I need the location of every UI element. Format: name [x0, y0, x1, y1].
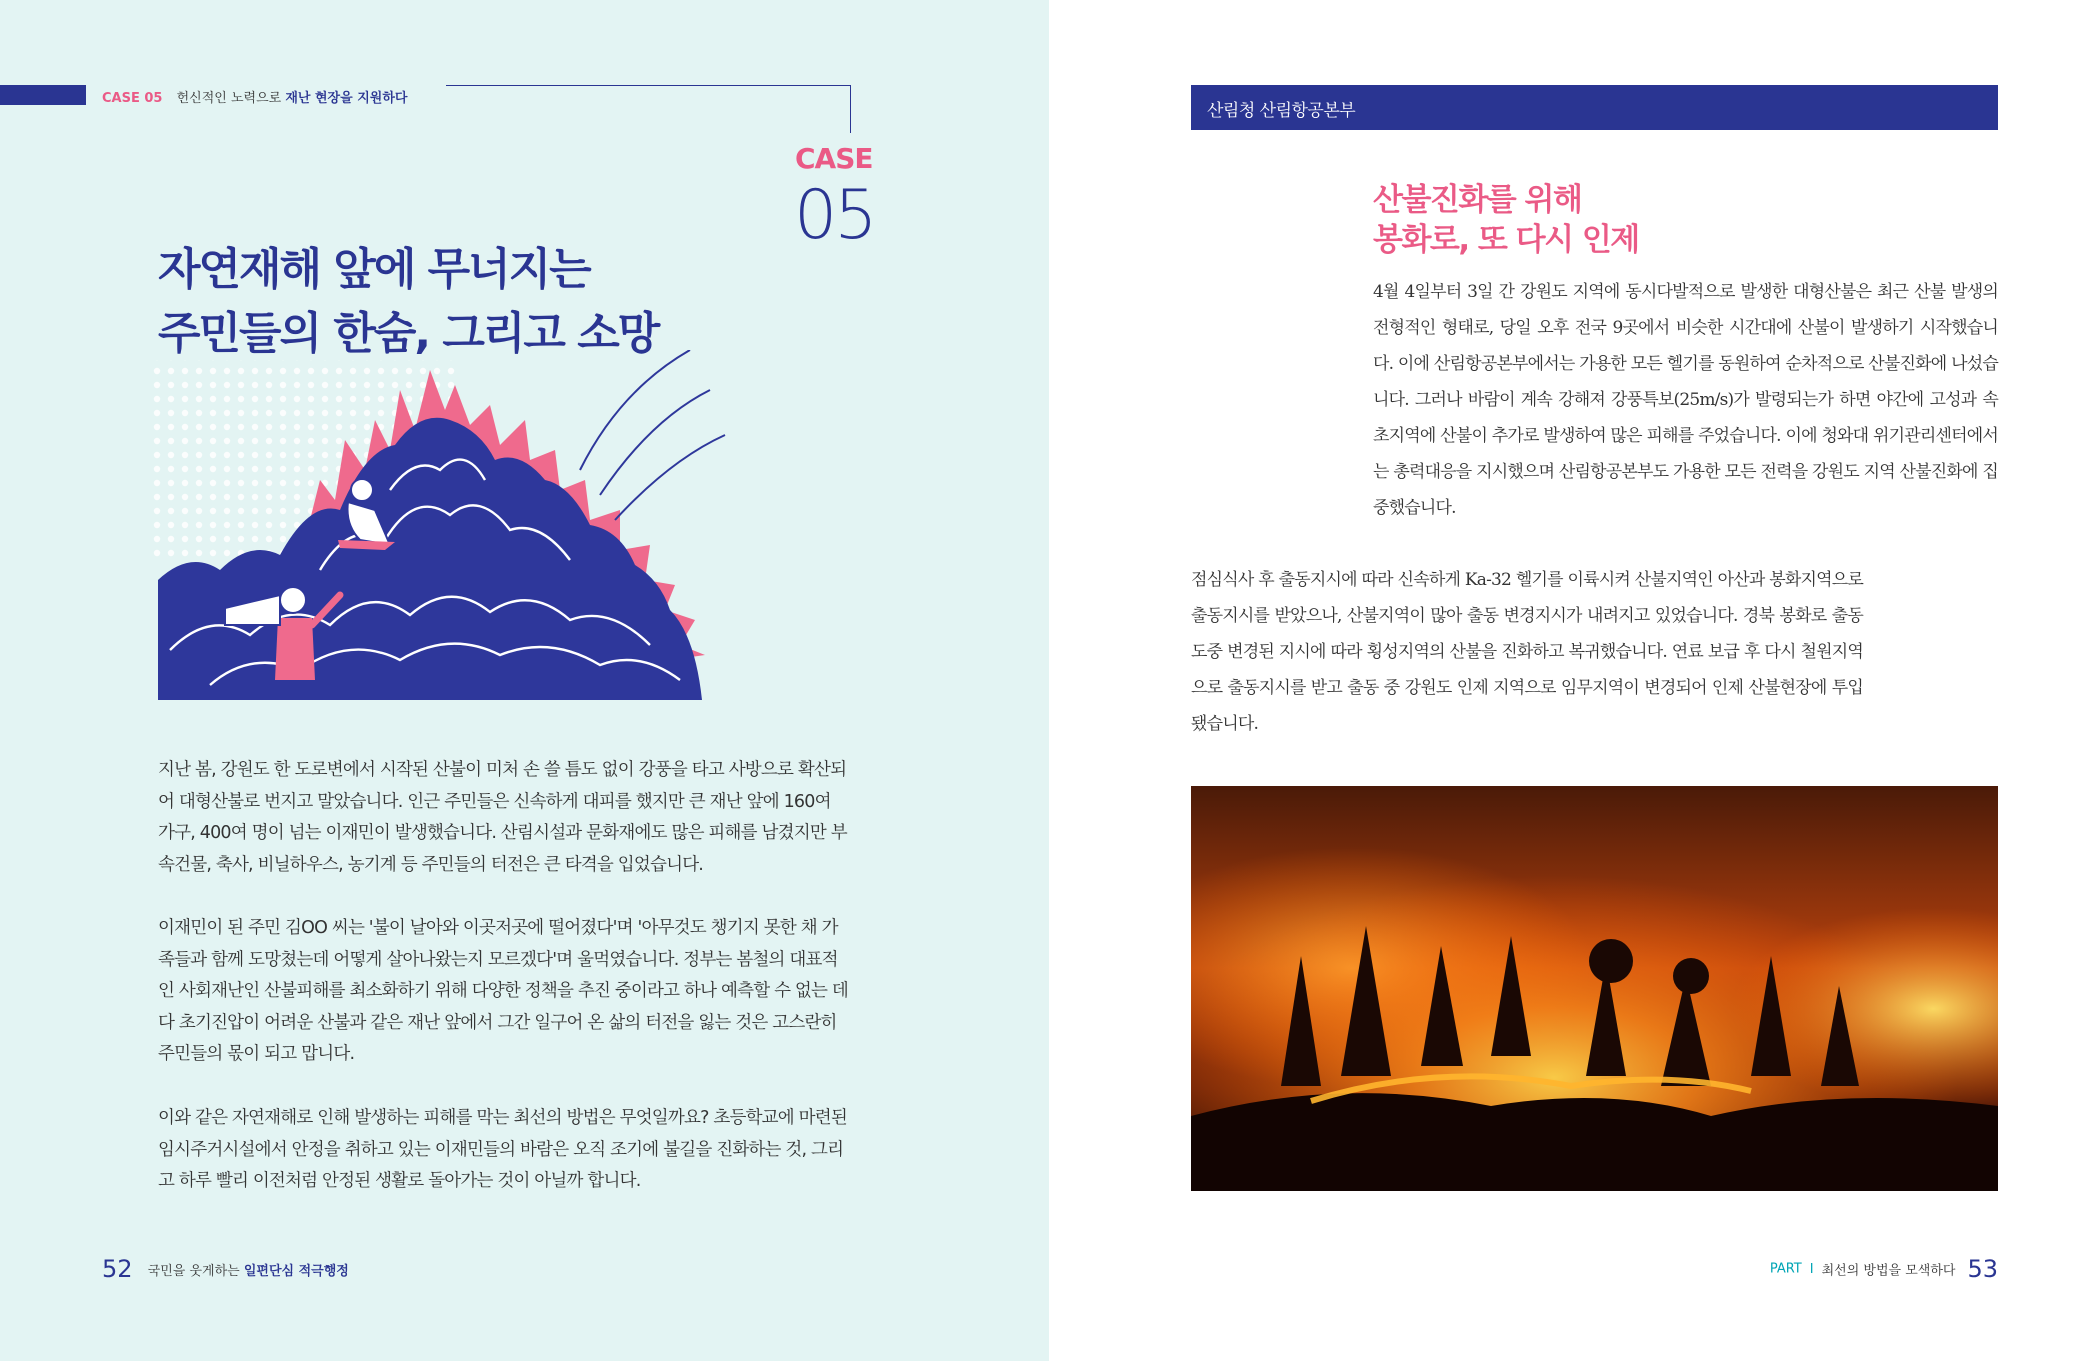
- title-bold-hope: 소망: [577, 308, 659, 359]
- footer-text-left: [148, 1264, 349, 1279]
- title-bold-sigh: 한숨: [333, 308, 415, 359]
- header-text-bold: 재난 현장을 지원하다: [285, 91, 408, 106]
- header-rule: [446, 85, 851, 86]
- right-paragraph-2: 점심식사 후 출동지시에 따라 신속하게 Ka-32 헬기를 이륙시켜 산불지역인 아산과 봉화지역으로 출동지시를 받았으나, 산불지역이 많아 출동 변경지시가 내려지고 있었습니다. 경북 봉화로 출동 도중 변경된 지시에 따라 횡성지역의 산불을 진화하고 복귀했습니다. 연료 보급 후 다시 철원지역으로 출동지시를 받고 출동 중 강원도 인제 지역으로 임무지역이 변경되어 인제 산불현장에 투입됐습니다.: [1191, 570, 1863, 734]
- header-text: 헌신적인 노력으로: [176, 91, 282, 106]
- right-page: [1049, 0, 2098, 1361]
- case-number: 05: [794, 176, 875, 255]
- title-text: , 그리고: [414, 308, 578, 359]
- subtitle-line-1: 산불진화를 위해: [1373, 182, 1582, 218]
- header-accent-bar: [0, 85, 86, 105]
- footer-text-bold: 일편단심 적극행정: [243, 1263, 349, 1279]
- footer-right: [1770, 1255, 1998, 1283]
- page-title: [158, 238, 658, 366]
- foreground-hill: [1191, 1093, 1998, 1191]
- footer-text: 국민을 웃게하는: [147, 1263, 240, 1279]
- body-paragraph-1: 지난 봄, 강원도 한 도로변에서 시작된 산불이 미처 손 쓸 틈도 없이 강풍을 타고 사방으로 확산되어 대형산불로 번지고 말았습니다. 인근 주민들은 신속하게 대피를 했지만 큰 재난 앞에 160여 가구, 400여 명이 넘는 이재민이 발생했습니다. 산림시설과 문화재에도 많은 피해를 남겼지만 부속건물, 축사, 비닐하우스, 농기계 등 주민들의 터전은 큰 타격을 입었습니다.: [158, 760, 847, 875]
- footer-left: [102, 1255, 349, 1283]
- title-line-1: 자연재해 앞에 무너지는: [158, 244, 590, 295]
- running-header: [102, 87, 407, 106]
- footer-text-right: 최선의 방법을 모색하다: [1821, 1263, 1956, 1279]
- section-subtitle: [1373, 180, 1639, 260]
- footer-part-label: PART: [1769, 1261, 1802, 1277]
- footer-separator: I: [1809, 1261, 1814, 1277]
- title-text: 주민들의: [158, 308, 334, 359]
- subtitle-line-2: 봉화로, 또 다시 인제: [1373, 222, 1639, 258]
- case-word: CASE: [795, 142, 873, 175]
- body-paragraph-3: 이와 같은 자연재해로 인해 발생하는 피해를 막는 최선의 방법은 무엇일까요? 초등학교에 마련된 임시주거시설에서 안정을 취하고 있는 이재민들의 바람은 오직 조기에 불길을 진화하는 것, 그리고 하루 빨리 이전처럼 안정된 생활로 돌아가는 것이 아닐까 합니다.: [158, 1108, 847, 1191]
- right-paragraph-1: 4월 4일부터 3일 간 강원도 지역에 동시다발적으로 발생한 대형산불은 최근 산불 발생의 전형적인 형태로, 당일 오후 전국 9곳에서 비슷한 시간대에 산불이 발생하기 시작했습니다. 이에 산림항공본부에서는 가용한 모든 헬기를 동원하여 순차적으로 산불진화에 나섰습니다. 그러나 바람이 계속 강해져 강풍특보(25m/s)가 발령되는가 하면 야간에 고성과 속초지역에 산불이 추가로 발생하여 많은 피해를 주었습니다. 이에 청와대 위기관리센터에서는 총력대응을 지시했으며 산림항공본부도 가용한 모든 전력을 강원도 지역 산불진화에 집중했습니다.: [1373, 282, 1998, 518]
- page-number-right: 53: [1967, 1255, 1998, 1283]
- header-rule-vertical: [850, 85, 851, 133]
- organization-label: 산림청 산림항공본부: [1207, 101, 1356, 121]
- header-case-label: CASE 05: [102, 91, 163, 106]
- body-paragraph-2: 이재민이 된 주민 김OO 씨는 '불이 날아와 이곳저곳에 떨어졌다'며 '아무것도 챙기지 못한 채 가족들과 함께 도망쳤는데 어떻게 살아나왔는지 모르겠다'며 울먹였습니다. 정부는 봄철의 대표적인 사회재난인 산불피해를 최소화하기 위해 다양한 정책을 추진 중이라고 하나 예측할 수 없는 데다 초기진압이 어려운 산불과 같은 재난 앞에서 그간 일구어 온 삶의 터전을 잃는 것은 고스란히 주민들의 몫이 되고 맙니다.: [158, 918, 849, 1064]
- page-number-left: 52: [102, 1255, 133, 1283]
- wind-lines: [580, 350, 725, 520]
- wildfire-mountain-illustration: [150, 350, 850, 700]
- forest-fire-photo: [1191, 786, 1998, 1191]
- organization-banner: [1191, 85, 1998, 130]
